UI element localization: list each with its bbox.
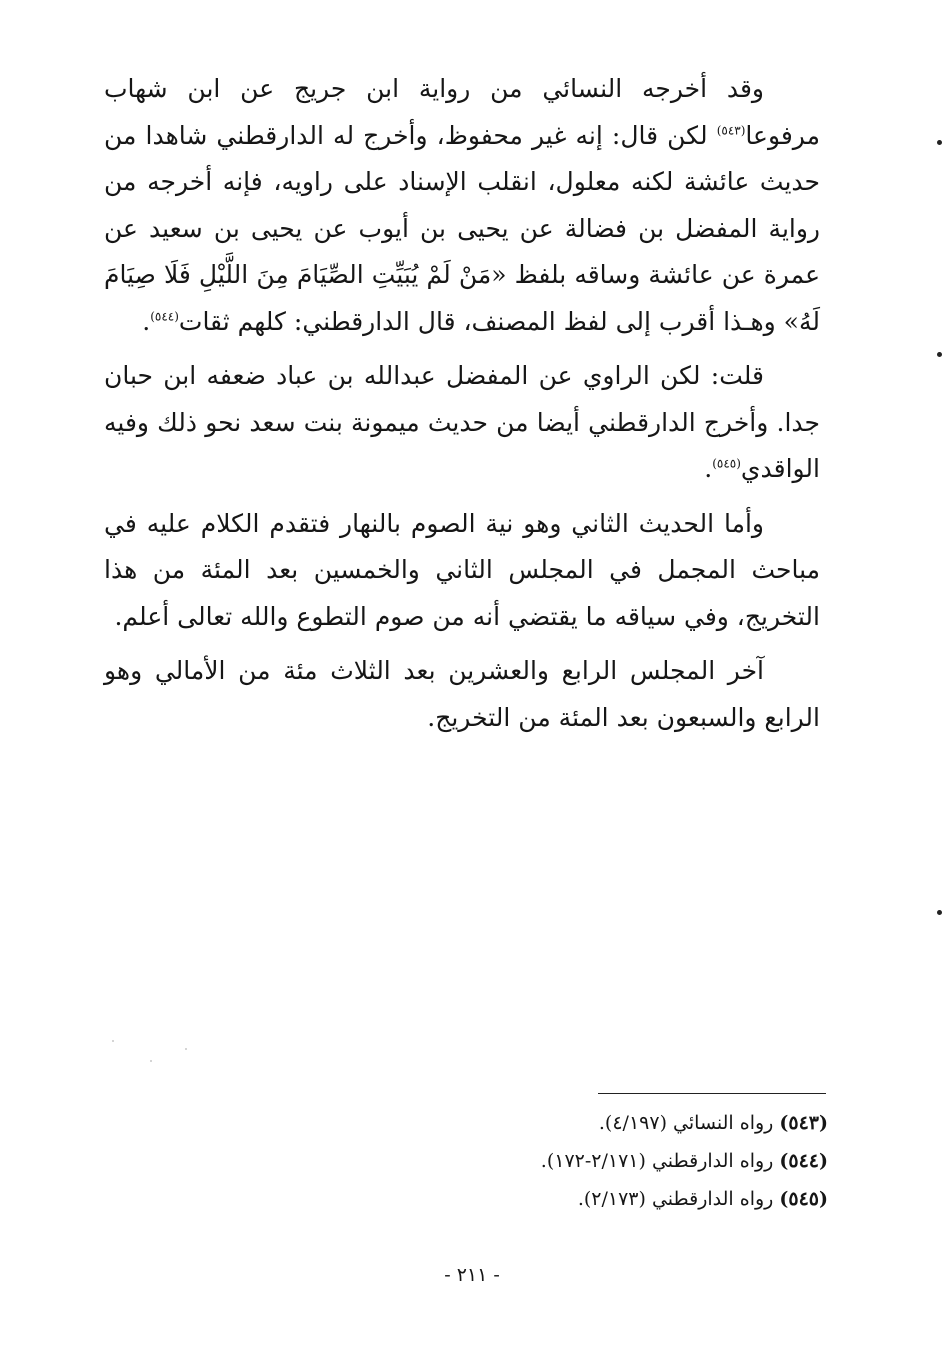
scan-speck bbox=[150, 1060, 152, 1062]
footnote-ref-543: (٥٤٣) bbox=[716, 123, 746, 138]
scan-speck bbox=[185, 1048, 187, 1050]
scan-mark bbox=[937, 140, 942, 145]
footnote-text: رواه الدارقطني (٢/١٧١-١٧٢). bbox=[540, 1150, 774, 1172]
paragraph-3 bbox=[104, 501, 820, 641]
footnote-ref-544: (٥٤٤) bbox=[150, 309, 179, 324]
scan-speck bbox=[112, 1040, 114, 1042]
paragraph-1 bbox=[104, 66, 820, 345]
footnote-number: (٥٤٥) bbox=[779, 1188, 828, 1210]
footnote-separator bbox=[598, 1093, 826, 1094]
paragraph-4-text: آخر المجلس الرابع والعشرين بعد الثلاث مئة من الأمالي وهو الرابع والسبعون بعد المئة من التخريج. bbox=[104, 656, 820, 732]
paragraph-1-end: . bbox=[142, 306, 151, 336]
paragraph-1-continuation: لكن قال: إنه غير محفوظ، وأخرج له الدارقطني شاهدا من حديث عائشة لكنه معلول، انقلب الإسناد على راويه، فإنه أخرجه من رواية المفضل بن فضالة عن يحيى بن أيوب عن يحيى بن سعيد عن عمرة عن عائشة وساقه بلفظ «مَنْ لَمْ يُبَيِّتِ الصِّيَامَ مِنَ اللَّيْلِ فَلَا صِيَامَ لَهُ» وهـذا أقرب إلى لفظ المصنف، قال الدارقطني: كلهم ثقات bbox=[104, 120, 820, 336]
footnote-544 bbox=[300, 1142, 828, 1180]
footnote-text: رواه الدارقطني (٢/١٧٣). bbox=[577, 1188, 774, 1210]
footnote-ref-545: (٥٤٥) bbox=[712, 456, 741, 471]
scan-mark bbox=[937, 352, 942, 357]
footnote-543 bbox=[300, 1104, 828, 1142]
paragraph-1-text: وقد أخرجه النسائي من رواية ابن جريج عن ابن شهاب مرفوعا bbox=[104, 74, 820, 150]
footnotes bbox=[300, 1104, 828, 1218]
footnote-545 bbox=[300, 1180, 828, 1218]
scan-mark bbox=[937, 910, 942, 915]
footnote-number: (٥٤٣) bbox=[779, 1112, 828, 1134]
paragraph-2 bbox=[104, 353, 820, 493]
paragraph-2-end: . bbox=[704, 454, 713, 483]
page-number: - ٢١١ - bbox=[444, 1264, 500, 1286]
paragraph-2-text: قلت: لكن الراوي عن المفضل عبدالله بن عباد ضعفه ابن حبان جدا. وأخرج الدارقطني أيضا من حديث ميمونة بنت سعد نحو ذلك وفيه الواقدي bbox=[104, 361, 820, 483]
paragraph-3-text: وأما الحديث الثاني وهو نية الصوم بالنهار فتقدم الكلام عليه في مباحث المجمل في المجلس الثاني والخمسين بعد المئة من هذا التخريج، وفي سياقه ما يقتضي أنه من صوم التطوع والله تعالى أعلم. bbox=[104, 508, 820, 631]
footnote-number: (٥٤٤) bbox=[779, 1150, 828, 1172]
paragraph-4 bbox=[104, 648, 820, 741]
footnote-text: رواه النسائي (٤/١٩٧). bbox=[598, 1112, 774, 1134]
main-text bbox=[104, 66, 820, 749]
